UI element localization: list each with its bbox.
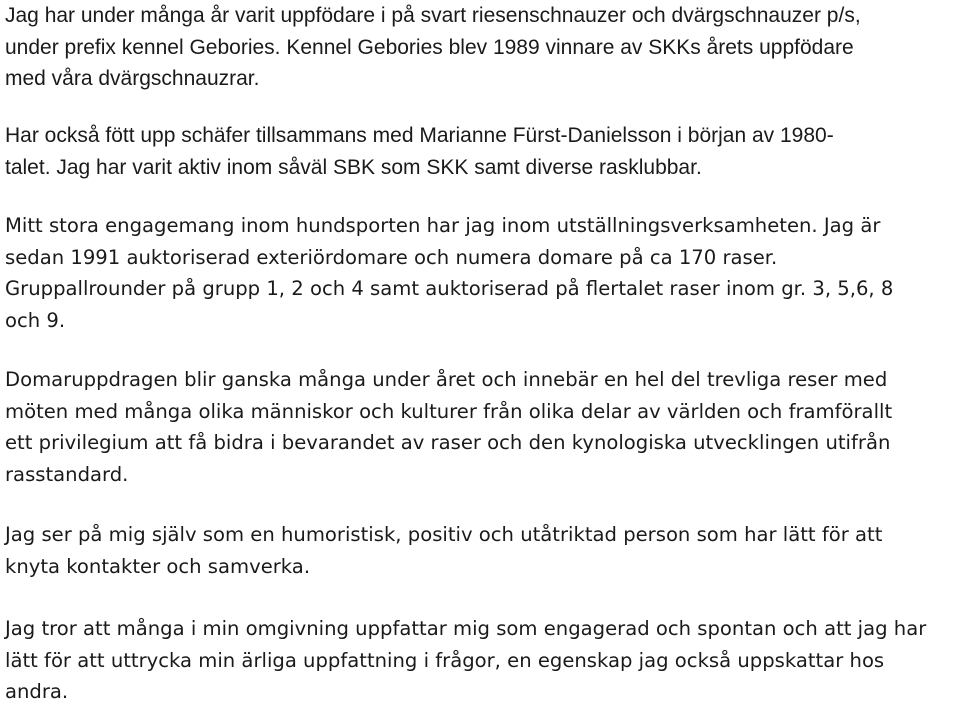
text-line: med våra dvärgschnauzrar.	[5, 67, 260, 91]
text-line: lätt för att uttrycka min ärliga uppfattning i frågor, en egenskap jag också uppskattar hos	[5, 648, 885, 672]
paragraph-breeder-history	[5, 0, 861, 95]
paragraph-self-description	[5, 519, 882, 582]
text-line: andra.	[5, 680, 69, 704]
text-line: Mitt stora engagemang inom hundsporten har jag inom utställningsverksamheten. Jag är	[5, 214, 881, 237]
text-line: Jag ser på mig själv som en humoristisk, positiv och utåtriktad person som har lätt för att	[5, 523, 883, 546]
text-line: talet. Jag har varit aktiv inom såväl SBK som SKK samt diverse rasklubbar.	[5, 155, 702, 179]
text-line: Har också fött upp schäfer tillsammans med Marianne Fürst-Danielsson i början av 1980-	[5, 124, 834, 147]
text-line: Jag tror att många i min omgivning uppfattar mig som engagerad och spontan och att jag har	[5, 617, 927, 640]
text-line: och 9.	[5, 308, 66, 332]
paragraph-others-perception	[5, 613, 926, 708]
paragraph-german-shepherd	[5, 120, 834, 183]
text-line: sedan 1991 auktoriserad exteriördomare och numera domare på ca 170 raser.	[5, 245, 778, 269]
text-line: Domaruppdragen blir ganska många under året och innebär en hel del trevliga reser med	[5, 368, 888, 391]
text-line: rasstandard.	[5, 462, 129, 486]
paragraph-judging-assignments	[5, 364, 892, 490]
text-line: Jag har under många år varit uppfödare i på svart riesenschnauzer och dvärgschnauzer p/s,	[5, 4, 861, 27]
text-line: under prefix kennel Gebories. Kennel Gebories blev 1989 vinnare av SKKs årets uppfödare	[5, 35, 854, 59]
text-line: knyta kontakter och samverka.	[5, 554, 311, 578]
paragraph-judging-engagement	[5, 210, 893, 336]
text-line: ett privilegium att få bidra i bevarandet av raser och den kynologiska utvecklingen utifrån	[5, 431, 891, 455]
text-line: Gruppallrounder på grupp 1, 2 och 4 samt auktoriserad på flertalet raser inom gr. 3, 5,6, 8	[5, 277, 894, 301]
text-line: möten med många olika människor och kulturer från olika delar av världen och framförallt	[5, 399, 893, 423]
